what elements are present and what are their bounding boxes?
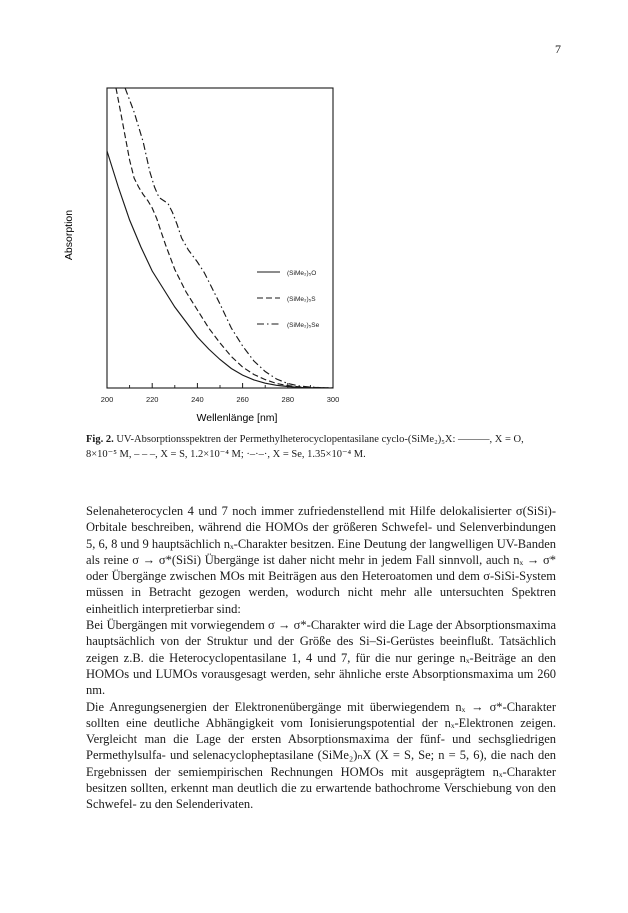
x-tick-label: 260 <box>236 395 249 404</box>
x-tick-label: 280 <box>281 395 295 404</box>
figure-caption-label: Fig. 2. <box>86 434 114 445</box>
body-text <box>86 503 556 813</box>
x-tick-label: 240 <box>191 395 204 404</box>
body-paragraph: Bei Übergängen mit vorwiegendem σ → σ*-Charakter wird die Lage der Absorptionsmaxima hauptsächlich von der Struktur und der Größe des Si–Si-Gerüstes beeinflußt. Tatsächlich zeigen z.B. die Heterocyclopentasilane 1, 4 und 7, für die nur geringe nₓ-Beiträge an den HOMOs und LUMOs vorausgesagt werden, sehr ähnliche erste Absorptionsmaxima um 260 nm. <box>86 618 556 698</box>
figure-caption <box>86 432 556 462</box>
x-tick-label: 200 <box>100 395 114 404</box>
y-axis-label: Absorption <box>63 209 75 261</box>
legend-label: (SiMe₂)₅S <box>287 296 316 303</box>
legend-label: (SiMe₂)₅O <box>287 270 317 277</box>
figure-caption-text: UV-Absorptionsspektren der Permethylheterocyclopentasilane cyclo-(SiMe₂)₅X: ———, X = O, 8×10⁻⁵ M, – – –, X = S, 1.2×10⁻⁴ M; ·–·–·, X = Se, 1.35×10⁻⁴ M. <box>86 434 524 460</box>
series-line <box>116 88 333 388</box>
series-line <box>125 88 333 388</box>
x-tick-label: 300 <box>326 395 340 404</box>
legend-label: (SiMe₂)₅Se <box>287 322 320 329</box>
body-paragraph: Selenaheterocyclen 4 und 7 noch immer zufriedenstellend mit Hilfe delokalisierter σ(SiSi)-Orbitale beschreiben, während die HOMOs der größeren Schwefel- und Selenverbindungen 5, 6, 8 und 9 hauptsächlich nₓ-Charakter besitzen. Eine Deutung der langwelligen UV-Banden als reine σ → σ*(SiSi) Übergänge ist daher nicht mehr in jedem Fall sinnvoll, auch nₓ → σ* oder Übergänge zwischen MOs mit Beiträgen aus den Heteroatomen und dem σ-SiSi-System müssen in Betracht gezogen werden, wodurch nicht mehr alle untersuchten Spektren einheitlich interpretierbar sind: <box>86 504 556 616</box>
x-tick-label: 220 <box>145 395 159 404</box>
uv-absorption-chart <box>0 0 628 430</box>
body-paragraph: Die Anregungsenergien der Elektronenübergänge mit überwiegendem nₓ → σ*-Charakter sollten eine deutliche Abhängigkeit vom Ionisierungspotential der nₓ-Elektronen zeigen. Vergleicht man die Lage der ersten Absorptionsmaxima der fünf- und sechsgliedrigen Permethylsulfa- und selenacyclopheptasilane (SiMe₂)ₙX (X = S, Se; n = 5, 6), die nach den Ergebnissen der semiempirischen Rechnungen HOMOs mit ausgeprägtem nₓ-Charakter besitzen sollten, erkennt man deutlich die zu erwartende bathochrome Verschiebung von den Schwefel- zu den Selenderivaten. <box>86 699 556 812</box>
x-axis-label: Wellenlänge [nm] <box>196 412 278 424</box>
page-number: 7 <box>555 42 561 56</box>
